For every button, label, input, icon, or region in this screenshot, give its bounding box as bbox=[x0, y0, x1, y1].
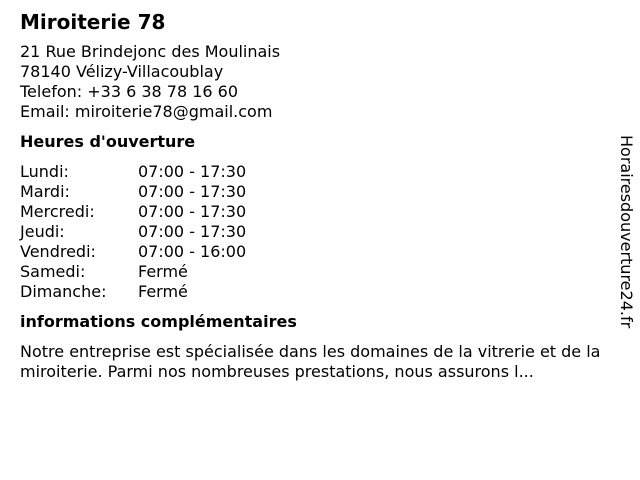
hours-row-saturday bbox=[20, 262, 620, 282]
day-label: Lundi: bbox=[20, 162, 69, 181]
hours-row-thursday bbox=[20, 222, 620, 242]
hours-value: Fermé bbox=[138, 282, 188, 301]
address-line-2: 78140 Vélizy-Villacoublay bbox=[20, 62, 224, 81]
day-label: Samedi: bbox=[20, 262, 86, 281]
hours-value: 07:00 - 17:30 bbox=[138, 162, 247, 181]
business-description: Notre entreprise est spécialisée dans les domaines de la vitrerie et de la miroiterie. Parmi nos nombreuses prestations, nous assurons l... bbox=[20, 342, 601, 381]
day-label: Vendredi: bbox=[20, 242, 96, 261]
day-label: Jeudi: bbox=[20, 222, 65, 241]
hours-value: 07:00 - 16:00 bbox=[138, 242, 247, 261]
opening-hours-heading: Heures d'ouverture bbox=[20, 132, 196, 151]
hours-row-tuesday bbox=[20, 182, 620, 202]
business-card bbox=[20, 8, 620, 382]
hours-value: Fermé bbox=[138, 262, 188, 281]
opening-hours-list bbox=[20, 162, 620, 302]
phone-number: Telefon: +33 6 38 78 16 60 bbox=[20, 82, 239, 101]
address-line-1: 21 Rue Brindejonc des Moulinais bbox=[20, 42, 281, 61]
hours-row-friday bbox=[20, 242, 620, 262]
hours-row-wednesday bbox=[20, 202, 620, 222]
day-label: Mercredi: bbox=[20, 202, 95, 221]
additional-info-heading: informations complémentaires bbox=[20, 312, 297, 331]
hours-value: 07:00 - 17:30 bbox=[138, 222, 247, 241]
hours-value: 07:00 - 17:30 bbox=[138, 202, 247, 221]
hours-row-sunday bbox=[20, 282, 620, 302]
business-name: Miroiterie 78 bbox=[20, 10, 166, 34]
site-credit: Horairesdouverture24.fr bbox=[617, 135, 636, 329]
day-label: Mardi: bbox=[20, 182, 70, 201]
hours-row-monday bbox=[20, 162, 620, 182]
email-address: Email: miroiterie78@gmail.com bbox=[20, 102, 273, 121]
day-label: Dimanche: bbox=[20, 282, 107, 301]
hours-value: 07:00 - 17:30 bbox=[138, 182, 247, 201]
